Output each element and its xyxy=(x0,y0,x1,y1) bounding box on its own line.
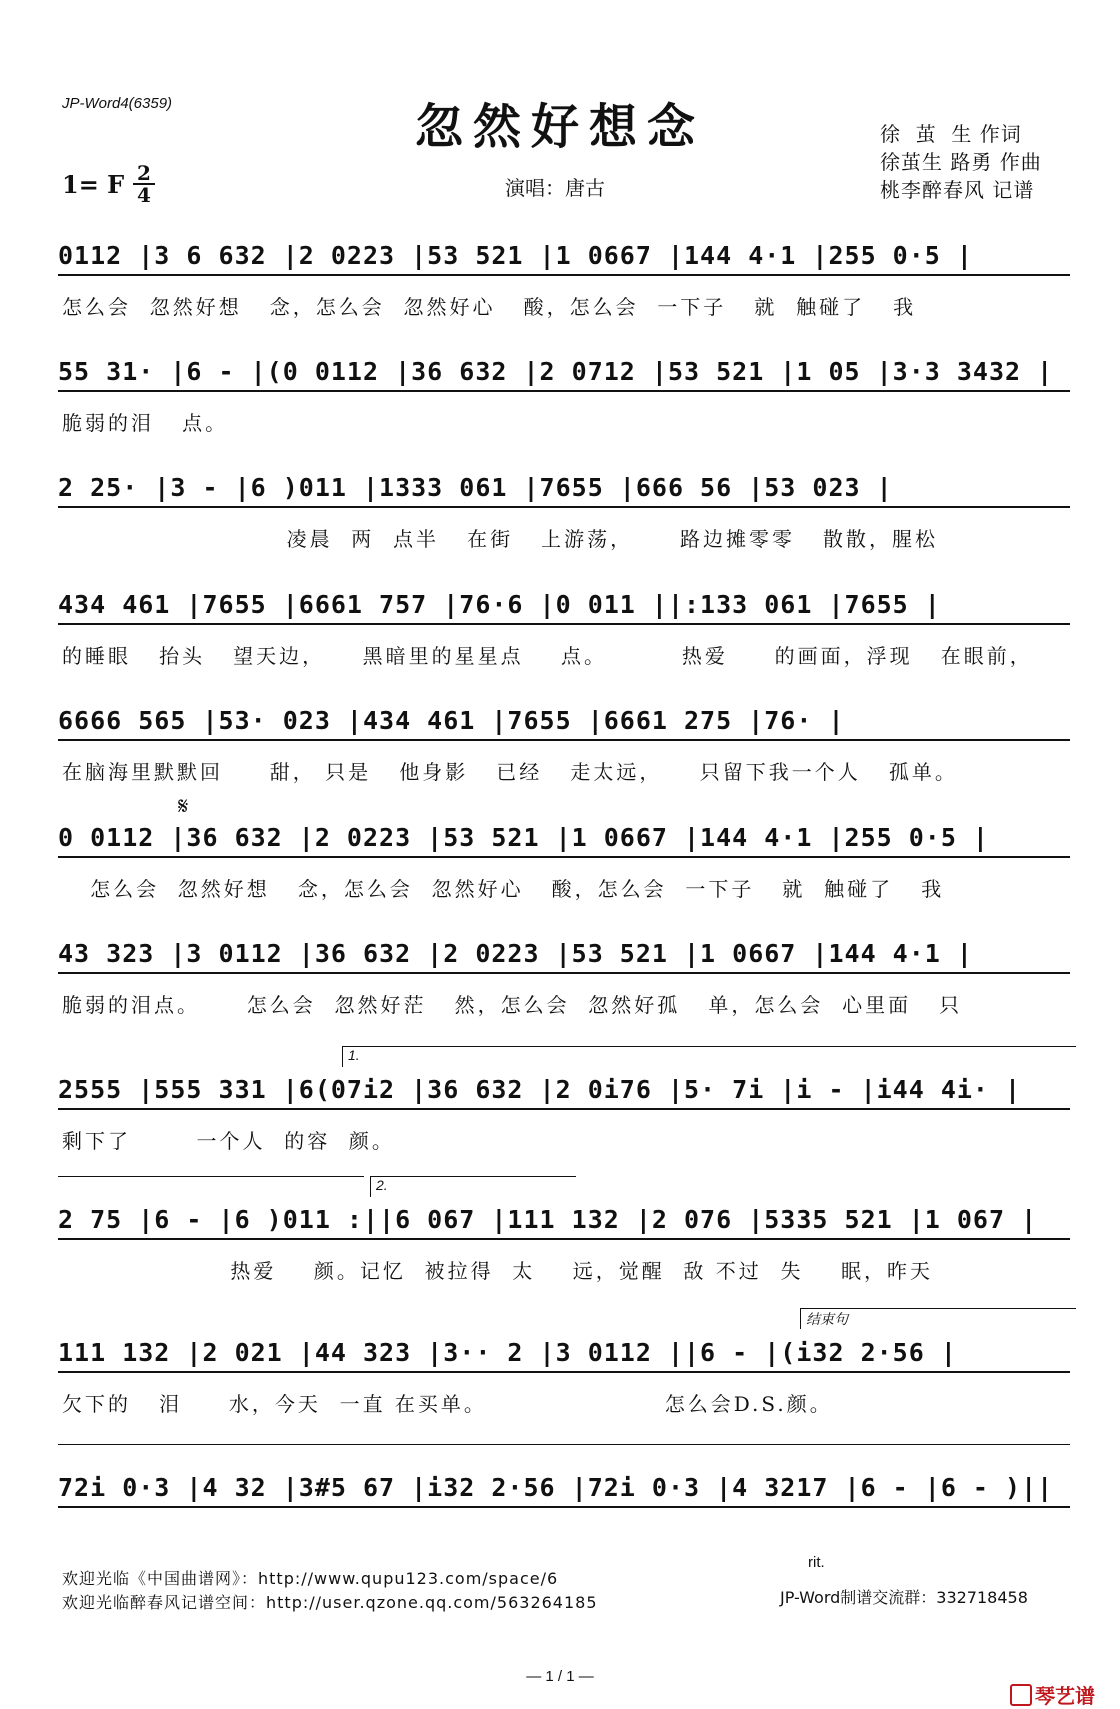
logo-icon xyxy=(1010,1684,1032,1706)
ending-phrase-mark: 结束句 xyxy=(800,1308,1076,1329)
lyric-line: 剩下了 一个人 的容 颜。 xyxy=(62,1129,395,1153)
notation-line: 0112 |3 6 632 |2 0223 |53 521 |1 0667 |144 4·1 |255 0·5 | xyxy=(58,240,973,270)
singer-credit: 演唱：唐古 xyxy=(505,176,605,200)
volta-2: 2. xyxy=(370,1176,576,1197)
segno-sign: 𝄋 xyxy=(178,792,189,820)
page-number: — 1 / 1 — xyxy=(526,1668,594,1685)
notation-line: 434 461 |7655 |6661 757 |76·6 |0 011 ||:133 061 |7655 | xyxy=(58,589,941,619)
time-signature xyxy=(133,161,155,207)
volta-1-end-line xyxy=(58,1176,364,1177)
lyricist-credit: 徐 茧 生 作词 xyxy=(880,122,1022,146)
lyric-line: 怎么会 忽然好想 念，怎么会 忽然好心 酸，怎么会 一下子 就 触碰了 我 xyxy=(62,877,945,901)
notation-line: 111 132 |2 021 |44 323 |3·· 2 |3 0112 ||6 - |(i32 2·56 | xyxy=(58,1337,957,1367)
final-system-line xyxy=(58,1444,1070,1445)
ritardando-mark: rit. xyxy=(808,1554,825,1571)
lyric-line: 脆弱的泪点。 怎么会 忽然好茫 然，怎么会 忽然好孤 单，怎么会 心里面 只 xyxy=(62,993,963,1017)
underline xyxy=(58,623,1070,625)
logo-text: 琴艺谱 xyxy=(1035,1684,1095,1708)
lyric-line: 欠下的 泪 水，今天 一直 在买单。 怎么会D.S.颜。 xyxy=(62,1392,833,1416)
key-signature: 1= F xyxy=(62,170,125,199)
notation-line: 43 323 |3 0112 |36 632 |2 0223 |53 521 |1 0667 |144 4·1 | xyxy=(58,938,973,968)
underline xyxy=(58,506,1070,508)
notation-line: 0 0112 |36 632 |2 0223 |53 521 |1 0667 |144 4·1 |255 0·5 | xyxy=(58,822,989,852)
underline xyxy=(58,1108,1070,1110)
notation-line: 2 75 |6 - |6 )011 :||6 067 |111 132 |2 076 |5335 521 |1 067 | xyxy=(58,1204,1038,1234)
footer-link-qzone[interactable]: 欢迎光临醉春风记谱空间：http://user.qzone.qq.com/563264185 xyxy=(62,1593,598,1612)
lyric-line: 的睡眼 抬头 望天边， 黑暗里的星星点 点。 热爱 的画面，浮现 在眼前， xyxy=(62,644,1033,668)
notation-line: 72i 0·3 |4 32 |3#5 67 |i32 2·56 |72i 0·3 |4 3217 |6 - |6 - )|| xyxy=(58,1472,1054,1502)
underline xyxy=(58,1238,1070,1240)
underline xyxy=(58,1371,1070,1373)
lyric-line: 热爱 颜。记忆 被拉得 太 远，觉醒 敌 不过 失 眠，昨天 xyxy=(62,1259,933,1283)
underline xyxy=(58,972,1070,974)
underline xyxy=(58,274,1070,276)
underline xyxy=(58,1506,1070,1508)
notation-line: 55 31· |6 - |(0 0112 |36 632 |2 0712 |53 521 |1 05 |3·3 3432 | xyxy=(58,356,1054,386)
lyric-line: 凌晨 两 点半 在街 上游荡， 路边摊零零 散散，腥松 xyxy=(62,527,939,551)
site-logo xyxy=(1010,1680,1095,1709)
notation-line: 2 25· |3 - |6 )011 |1333 061 |7655 |666 56 |53 023 | xyxy=(58,472,893,502)
underline xyxy=(58,390,1070,392)
notation-line: 2555 |555 331 |6(07i2 |36 632 |2 0i76 |5· 7i |i - |i44 4i· | xyxy=(58,1074,1022,1104)
composer-credit: 徐茧生 路勇 作曲 xyxy=(880,150,1042,174)
footer-group-number: JP-Word制谱交流群：332718458 xyxy=(780,1588,1028,1607)
notation-line: 6666 565 |53· 023 |434 461 |7655 |6661 275 |76· | xyxy=(58,705,845,735)
time-signature-bottom: 4 xyxy=(137,183,151,207)
transcriber-credit: 桃李醉春风 记谱 xyxy=(880,178,1035,202)
footer-link-qupu[interactable]: 欢迎光临《中国曲谱网》：http://www.qupu123.com/space/6 xyxy=(62,1569,559,1588)
song-title: 忽然好想念 xyxy=(414,99,705,155)
lyric-line: 怎么会 忽然好想 念，怎么会 忽然好心 酸，怎么会 一下子 就 触碰了 我 xyxy=(62,295,917,319)
time-signature-top: 2 xyxy=(137,161,151,185)
lyric-line: 在脑海里默默回 甜， 只是 他身影 已经 走太远， 只留下我一个人 孤单。 xyxy=(62,760,958,784)
lyric-line: 脆弱的泪 点。 xyxy=(62,411,229,435)
underline xyxy=(58,739,1070,741)
underline xyxy=(58,856,1070,858)
volta-1: 1. xyxy=(342,1046,1076,1067)
software-label: JP-Word4(6359) xyxy=(62,95,173,112)
